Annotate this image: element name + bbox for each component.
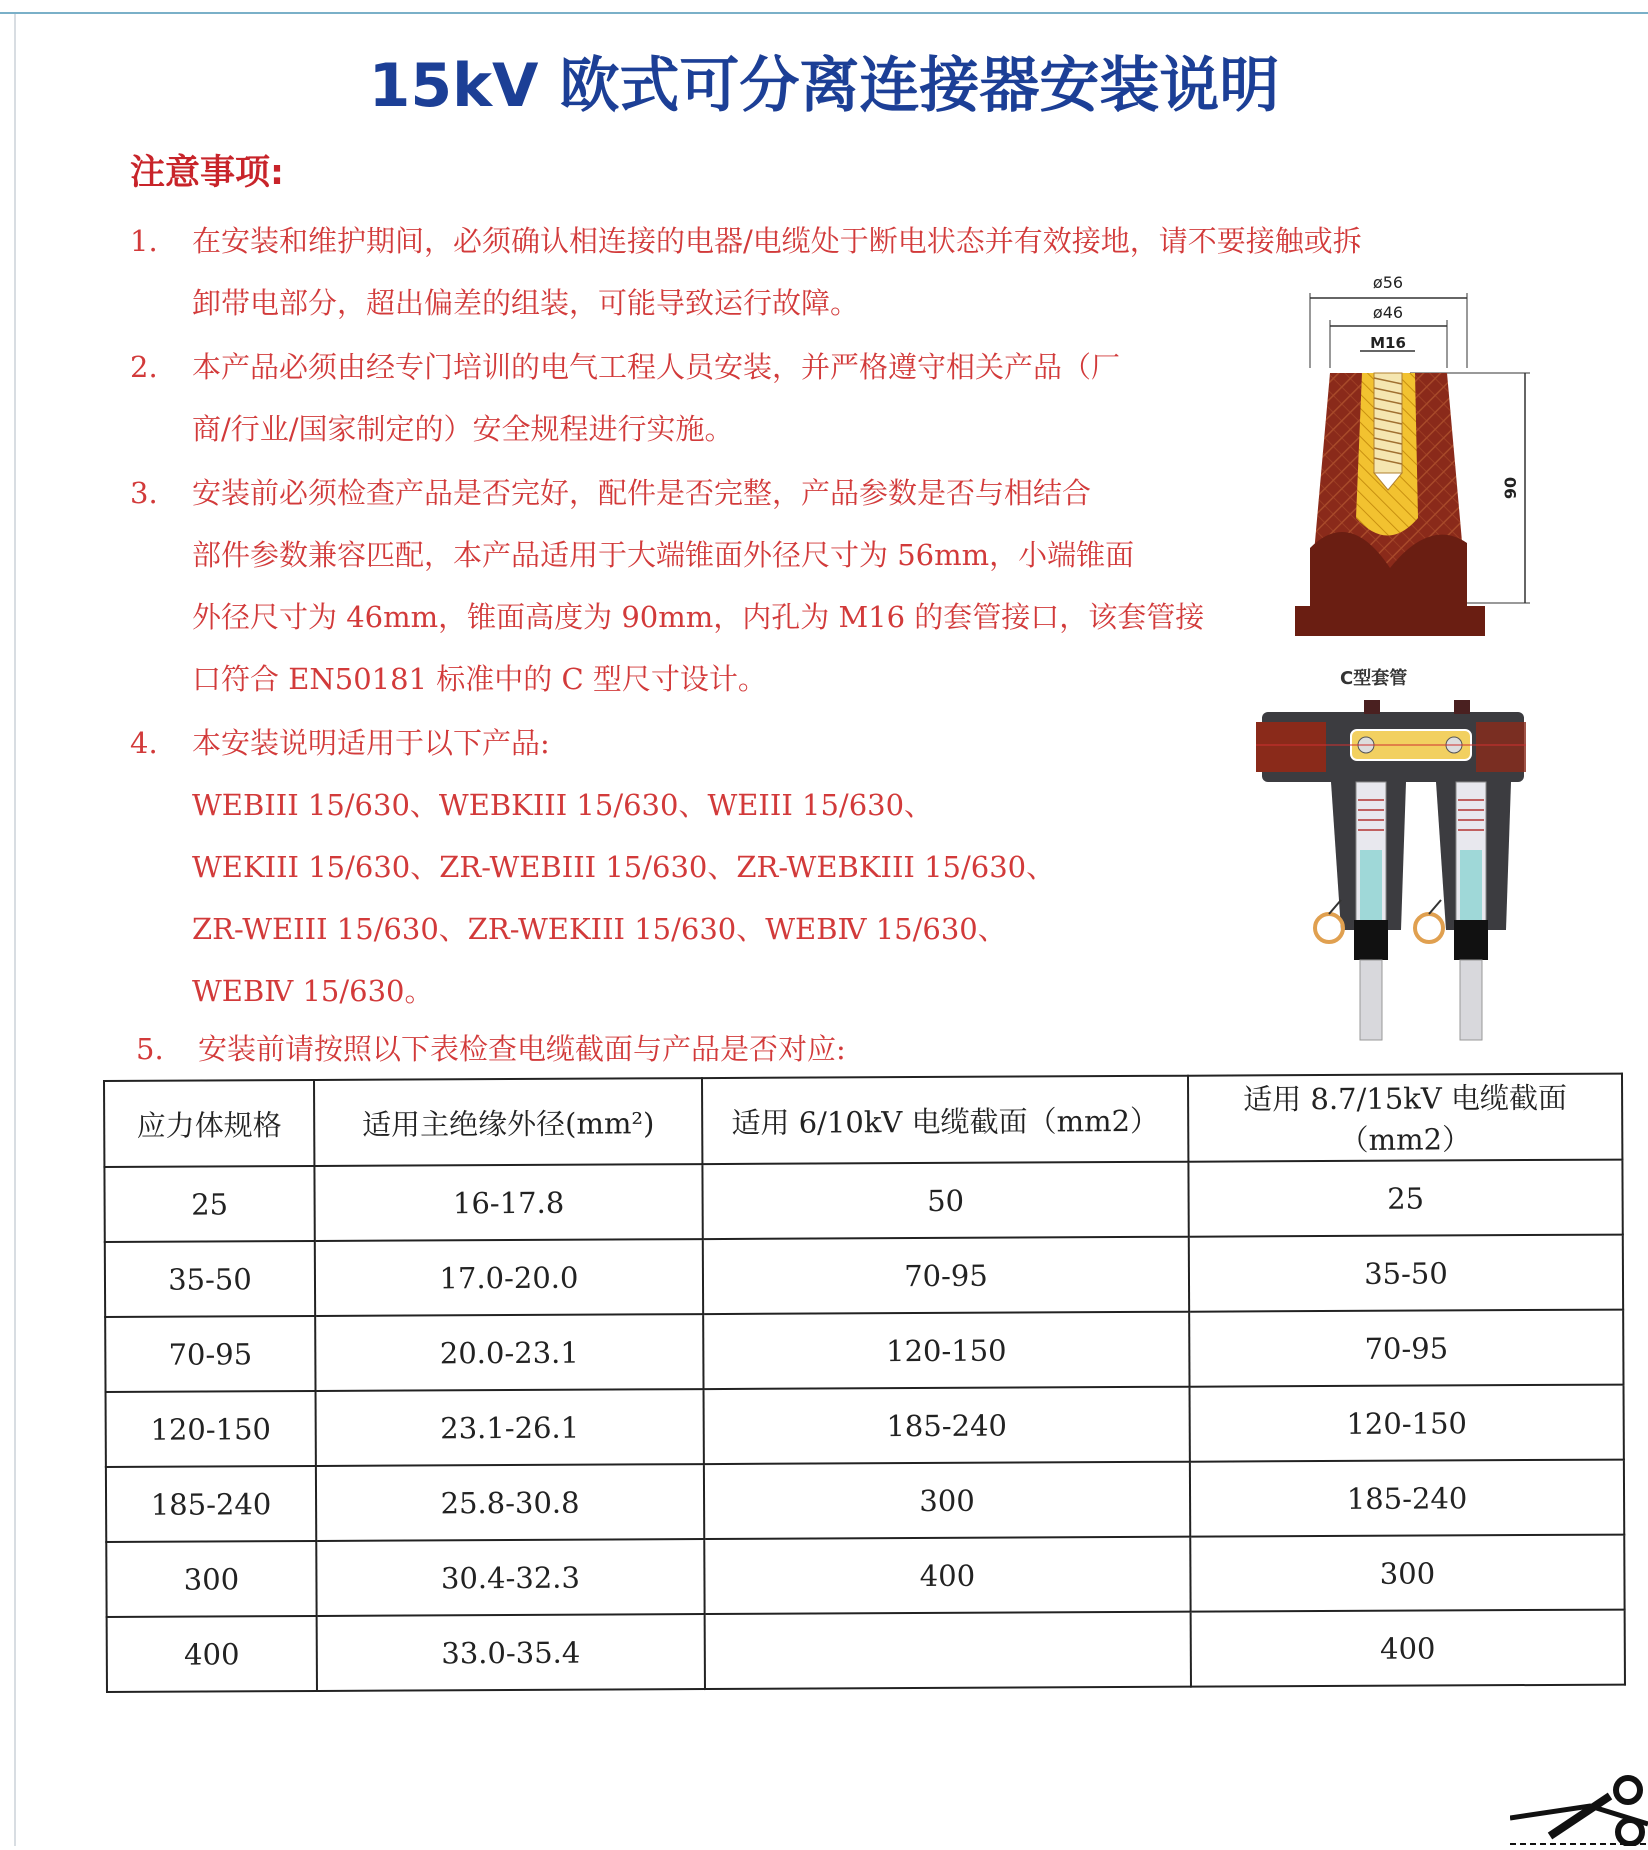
product-line: WEBⅣ 15/630。 [192, 974, 434, 1008]
left-border-line [14, 14, 16, 1846]
note-line: 安装前请按照以下表检查电缆截面与产品是否对应: [198, 1032, 846, 1066]
notice-heading: 注意事项: [130, 153, 284, 193]
table-header-cell: 适用 6/10kV 电缆截面（mm2） [702, 1076, 1188, 1164]
table-cell: 35-50 [1189, 1235, 1623, 1312]
note-number: 1. [130, 224, 158, 258]
note-line: 外径尺寸为 46mm，锥面高度为 90mm，内孔为 M16 的套管接口，该套管接 [192, 600, 1205, 634]
table-cell: 25 [1188, 1160, 1622, 1237]
table-cell: 33.0-35.4 [317, 1614, 705, 1691]
table-cell: 185-240 [106, 1466, 316, 1542]
note-line: 在安装和维护期间，必须确认相连接的电器/电缆处于断电状态并有效接地，请不要接触或拆 [192, 224, 1362, 258]
table-cell: 50 [702, 1162, 1188, 1239]
dim-outer-label: ø56 [1372, 273, 1404, 292]
connector-drawing [1256, 700, 1526, 1045]
cable-spec-table [103, 1073, 1626, 1693]
product-line: ZR-WEIII 15/630、ZR-WEKIII 15/630、WEBⅣ 15/630、 [192, 912, 1007, 946]
note-line: 商/行业/国家制定的）安全规程进行实施。 [192, 412, 734, 446]
table-cell: 120-150 [1190, 1385, 1624, 1462]
note-number: 4. [130, 726, 158, 760]
note-number: 2. [130, 350, 158, 384]
table-cell: 300 [106, 1541, 316, 1617]
table-cell [705, 1612, 1191, 1689]
table-row [104, 1160, 1622, 1242]
note-line: 部件参数兼容匹配，本产品适用于大端锥面外径尺寸为 56mm，小端锥面 [192, 538, 1135, 572]
top-border-line [0, 12, 1648, 14]
bushing-drawing [1290, 268, 1560, 678]
table-cell: 25.8-30.8 [316, 1464, 704, 1541]
table-cell: 23.1-26.1 [316, 1389, 704, 1466]
table-row [106, 1535, 1624, 1617]
bushing-caption: C型套管 [1340, 668, 1408, 689]
table-cell: 70-95 [1189, 1310, 1623, 1387]
table-header-cell: 适用主绝缘外径(mm²) [314, 1078, 702, 1166]
note-line: 口符合 EN50181 标准中的 C 型尺寸设计。 [192, 662, 767, 696]
dim-inner-label: ø46 [1372, 303, 1404, 322]
table-row [106, 1385, 1624, 1467]
dim-thread-label: M16 [1370, 334, 1406, 352]
product-line: WEBIII 15/630、WEBKIII 15/630、WEIII 15/630、 [192, 788, 934, 822]
table-header-cell: 适用 8.7/15kV 电缆截面（mm2） [1188, 1074, 1622, 1162]
table-cell: 35-50 [105, 1241, 315, 1317]
table-cell: 70-95 [105, 1316, 315, 1392]
note-line: 本产品必须由经专门培训的电气工程人员安装，并严格遵守相关产品（厂 [192, 350, 1121, 384]
table-cell: 20.0-23.1 [315, 1314, 703, 1391]
table-header-cell: 应力体规格 [104, 1080, 314, 1167]
table-cell: 400 [704, 1537, 1190, 1614]
table-cell: 120-150 [106, 1391, 316, 1467]
dim-height-label: 90 [1501, 476, 1520, 500]
table-row [106, 1460, 1624, 1542]
table-cell: 185-240 [1190, 1460, 1624, 1537]
note-number: 3. [130, 476, 158, 510]
note-line: 本安装说明适用于以下产品: [192, 726, 550, 760]
note-line: 安装前必须检查产品是否完好，配件是否完整，产品参数是否与相结合 [192, 476, 1092, 510]
table-cell: 30.4-32.3 [316, 1539, 704, 1616]
table-cell: 120-150 [703, 1312, 1189, 1389]
table-cell: 300 [1190, 1535, 1624, 1612]
table-cell: 185-240 [704, 1387, 1190, 1464]
table-row [105, 1235, 1623, 1317]
page-title: 15kV 欧式可分离连接器安装说明 [368, 51, 1280, 121]
table-cell: 70-95 [703, 1237, 1189, 1314]
table-cell: 300 [704, 1462, 1190, 1539]
table-cell: 25 [104, 1166, 314, 1242]
table-cell: 400 [1191, 1610, 1625, 1687]
table-row [105, 1310, 1623, 1392]
table-cell: 16-17.8 [314, 1164, 702, 1241]
table-header-row [104, 1074, 1622, 1167]
table-row [107, 1610, 1625, 1692]
note-number: 5. [136, 1032, 164, 1066]
table-cell: 400 [107, 1616, 317, 1692]
product-line: WEKIII 15/630、ZR-WEBIII 15/630、ZR-WEBKIII 15/630、 [192, 850, 1056, 884]
note-line: 卸带电部分，超出偏差的组装，可能导致运行故障。 [192, 286, 860, 320]
scissors-icon [1510, 1766, 1648, 1846]
table-cell: 17.0-20.0 [315, 1239, 703, 1316]
